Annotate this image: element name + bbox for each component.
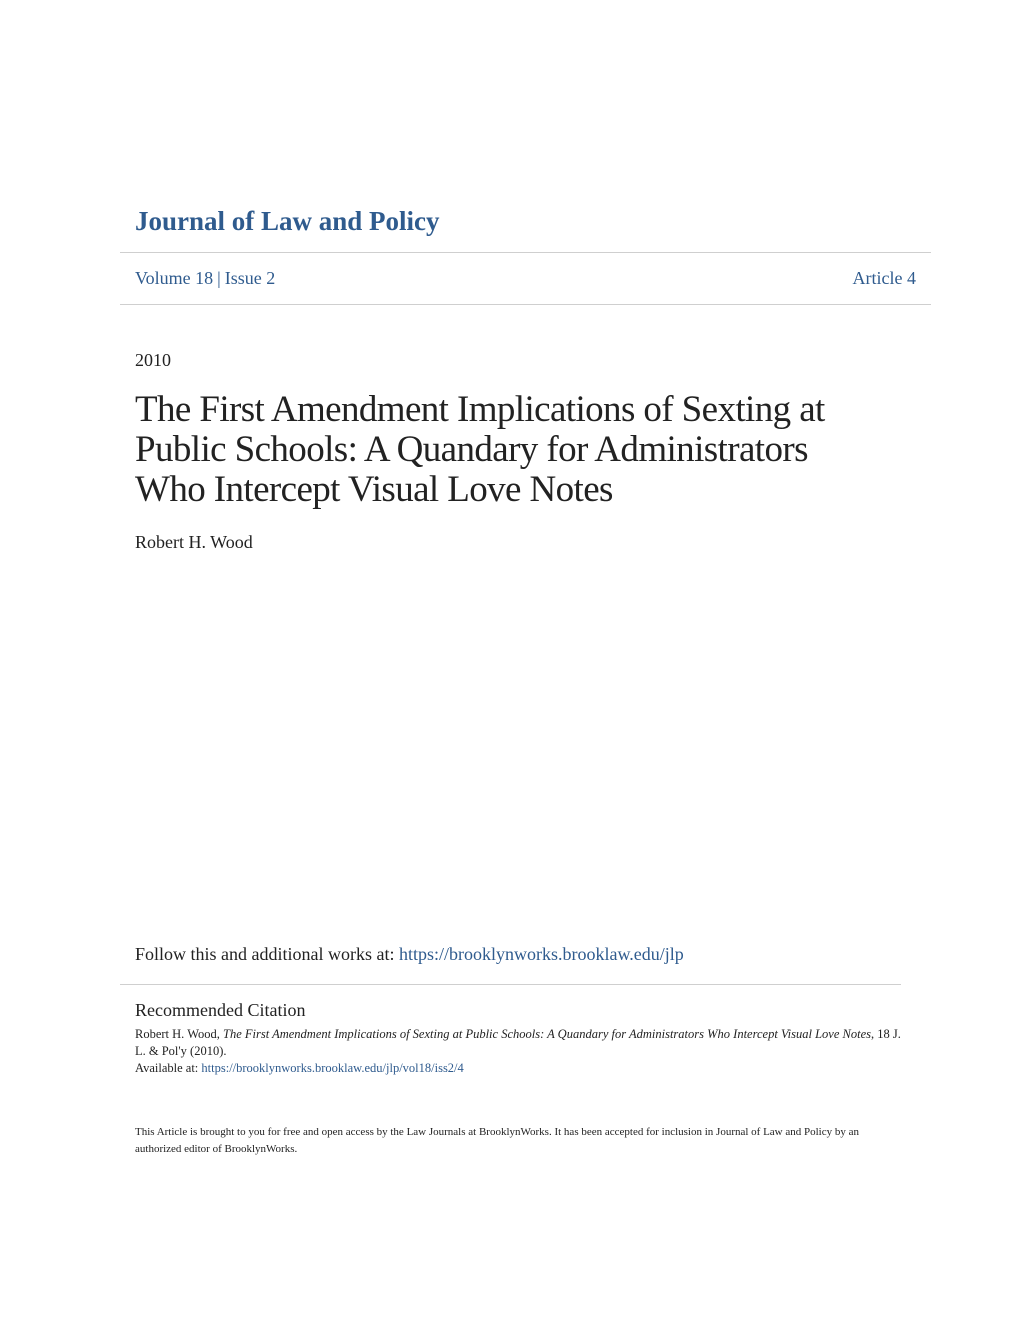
issue-separator: |: [217, 268, 221, 288]
article-number-link[interactable]: Article 4: [852, 268, 916, 288]
recommended-citation-heading: Recommended Citation: [135, 1000, 306, 1020]
access-notice: This Article is brought to you for free and open access by the Law Journals at BrooklynWorks. It has been accepted for inclusion in Journal of Law and Policy by an authorized editor of BrooklynWorks.: [135, 1126, 860, 1155]
article-author: Robert H. Wood: [135, 532, 253, 552]
citation-source: , 18 J. L. & Pol'y (2010).: [135, 1027, 901, 1058]
follow-text: Follow this and additional works at:: [135, 944, 399, 964]
issue-line: [135, 268, 275, 289]
citation-text: [135, 1026, 905, 1077]
citation-title: The First Amendment Implications of Sexting at Public Schools: A Quandary for Administrators Who Intercept Visual Love Notes: [223, 1027, 871, 1041]
citation-divider: [120, 984, 901, 985]
header-divider-bottom: [120, 304, 931, 305]
available-at-link[interactable]: https://brooklynworks.brooklaw.edu/jlp/vol18/iss2/4: [201, 1061, 464, 1075]
available-at-label: Available at:: [135, 1061, 202, 1075]
issue-link[interactable]: Issue 2: [224, 268, 276, 288]
follow-line: [135, 944, 684, 965]
volume-link[interactable]: Volume 18: [135, 268, 214, 288]
header-divider-top: [120, 252, 931, 253]
follow-link[interactable]: https://brooklynworks.brooklaw.edu/jlp: [398, 944, 684, 964]
publication-year: 2010: [135, 350, 171, 370]
citation-author: Robert H. Wood,: [135, 1027, 223, 1041]
journal-title-link[interactable]: Journal of Law and Policy: [135, 206, 440, 236]
article-title: The First Amendment Implications of Sexting at Public Schools: A Quandary for Administrators Who Intercept Visual Love Notes: [135, 389, 825, 510]
